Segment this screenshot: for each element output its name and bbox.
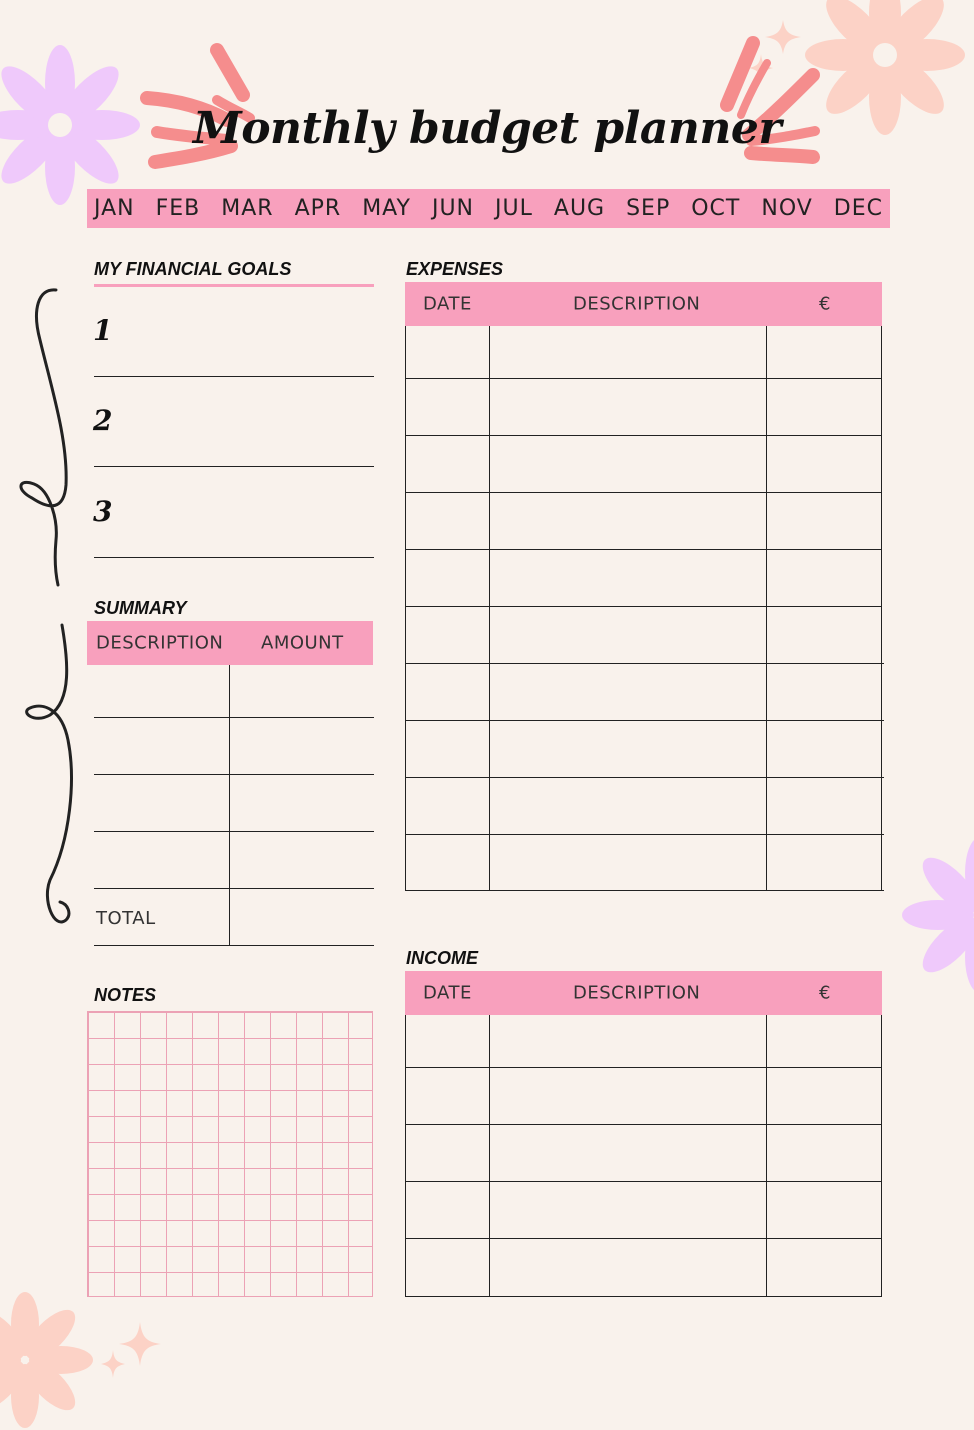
month-mar[interactable]: MAR	[221, 196, 273, 221]
month-nov[interactable]: NOV	[761, 196, 812, 221]
page-title: Monthly budget planner	[0, 103, 974, 154]
sparkle-icon-bottom	[95, 1320, 165, 1380]
expenses-col-date: DATE	[423, 294, 472, 315]
expenses-row-line	[405, 834, 884, 835]
expenses-col-description: DESCRIPTION	[573, 294, 700, 315]
income-row-line	[405, 1296, 882, 1297]
income-row-line	[405, 1067, 882, 1068]
summary-col-description: DESCRIPTION	[96, 633, 223, 654]
expenses-row-line	[405, 435, 882, 436]
goal-line-3[interactable]	[94, 557, 374, 558]
expenses-divider-date	[489, 326, 490, 891]
month-apr[interactable]: APR	[295, 196, 342, 221]
summary-row-line	[94, 717, 374, 718]
goal-number-2: 2	[93, 404, 112, 437]
summary-total-label: TOTAL	[96, 908, 156, 929]
goal-number-1: 1	[93, 314, 112, 347]
expenses-header-row	[405, 282, 882, 326]
expenses-row-line	[405, 663, 884, 664]
expenses-border-left	[405, 326, 406, 891]
expenses-row-line	[405, 777, 884, 778]
month-aug[interactable]: AUG	[554, 196, 605, 221]
goal-line-1[interactable]	[94, 376, 374, 377]
goal-line-2[interactable]	[94, 466, 374, 467]
sparkle-icon-top	[745, 18, 805, 88]
summary-row-line	[94, 774, 374, 775]
expenses-divider-amount	[766, 326, 767, 891]
income-heading: INCOME	[406, 948, 478, 969]
income-divider-date	[489, 1015, 490, 1297]
goals-underline	[94, 284, 374, 287]
expenses-heading: EXPENSES	[406, 259, 503, 280]
month-oct[interactable]: OCT	[691, 196, 740, 221]
income-col-amount: €	[819, 983, 831, 1004]
notes-heading: NOTES	[94, 985, 156, 1006]
summary-heading: SUMMARY	[94, 598, 187, 619]
summary-header-row	[87, 621, 373, 665]
expenses-row-line	[405, 492, 882, 493]
summary-total-amount-cell[interactable]	[230, 889, 373, 945]
income-border-left	[405, 1015, 406, 1297]
income-border-right	[881, 1015, 882, 1297]
goal-number-3: 3	[93, 495, 112, 528]
summary-row-line	[94, 945, 374, 946]
month-feb[interactable]: FEB	[156, 196, 201, 221]
income-row-line	[405, 1124, 882, 1125]
expenses-row-line	[405, 720, 884, 721]
goals-heading: MY FINANCIAL GOALS	[94, 259, 291, 280]
summary-col-amount: AMOUNT	[261, 633, 344, 654]
expenses-row-line	[405, 549, 882, 550]
income-col-date: DATE	[423, 983, 472, 1004]
expenses-row-line	[405, 378, 882, 379]
month-sep[interactable]: SEP	[626, 196, 670, 221]
income-header-row	[405, 971, 882, 1015]
expenses-border-right	[881, 326, 882, 891]
expenses-row-line	[405, 606, 882, 607]
month-jun[interactable]: JUN	[432, 196, 474, 221]
expenses-row-line	[405, 890, 884, 891]
month-bar	[87, 189, 890, 228]
month-jan[interactable]: JAN	[94, 196, 135, 221]
income-row-line	[405, 1181, 882, 1182]
notes-grid[interactable]	[87, 1011, 373, 1297]
income-col-description: DESCRIPTION	[573, 983, 700, 1004]
peach-flower-icon-bottom	[0, 1290, 95, 1430]
month-may[interactable]: MAY	[362, 196, 411, 221]
lilac-flower-icon-right	[900, 835, 974, 995]
month-jul[interactable]: JUL	[495, 196, 533, 221]
expenses-col-amount: €	[819, 294, 831, 315]
summary-row-line	[94, 831, 374, 832]
month-dec[interactable]: DEC	[834, 196, 883, 221]
income-row-line	[405, 1238, 882, 1239]
ribbon-swirl-icon	[10, 280, 80, 940]
income-divider-amount	[766, 1015, 767, 1297]
